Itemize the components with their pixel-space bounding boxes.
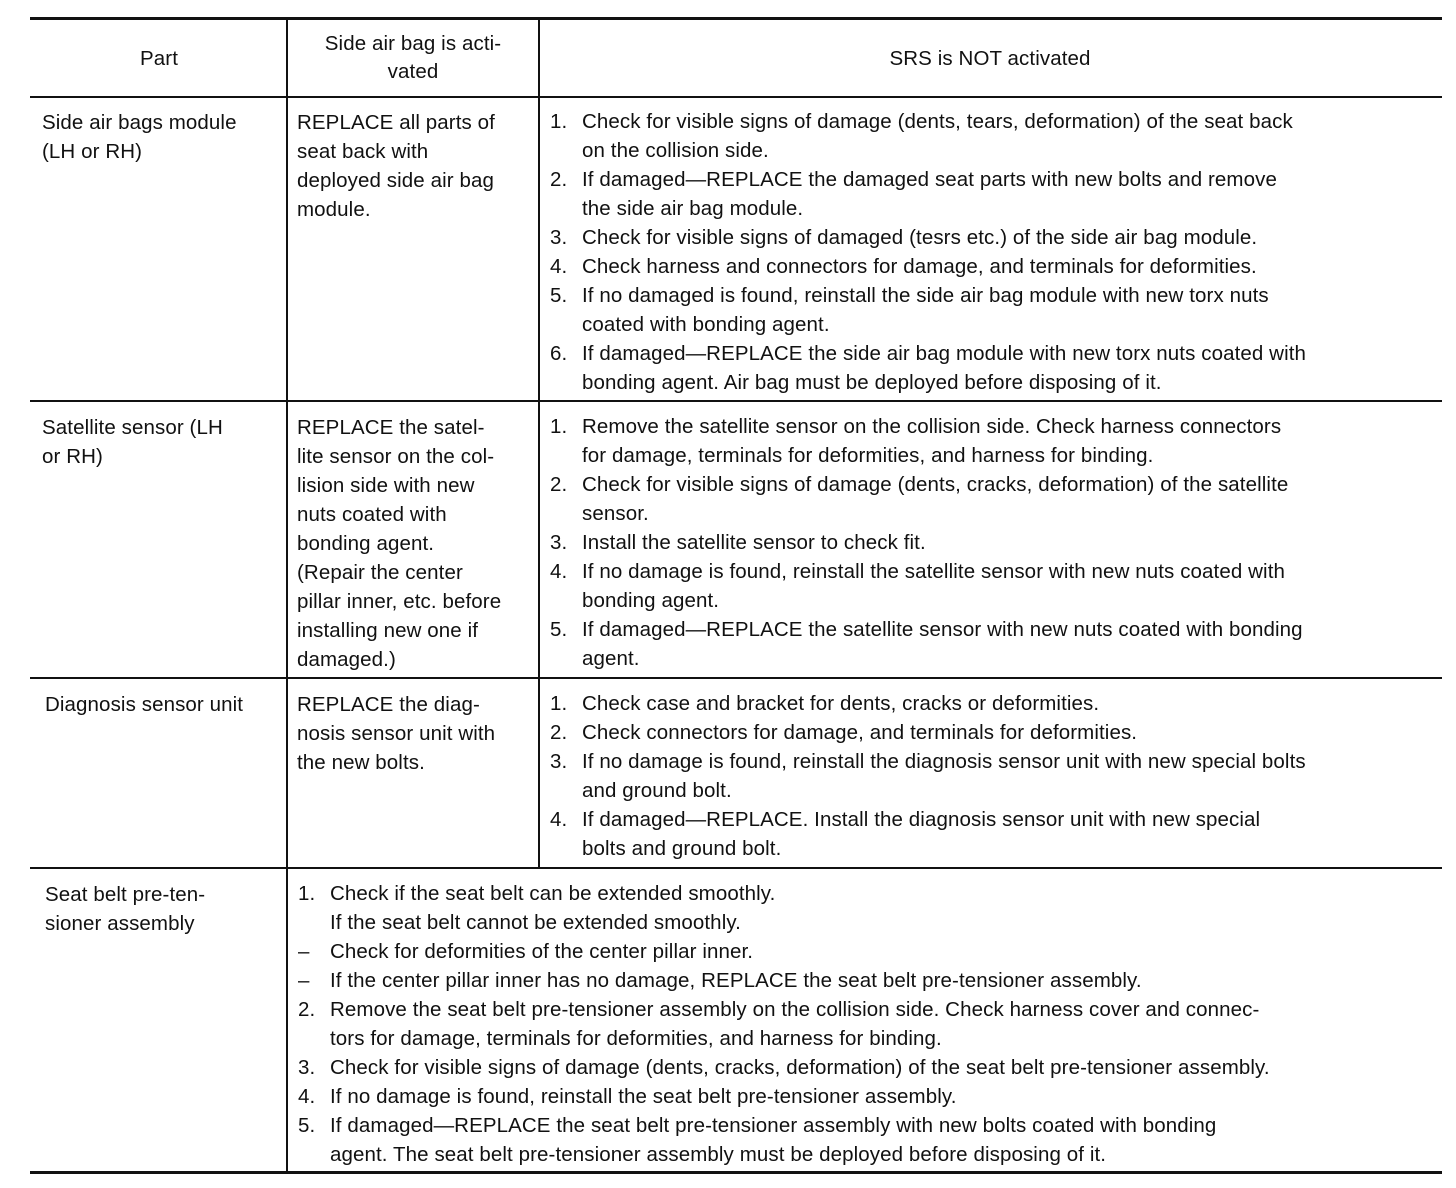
step-text: Check for deformities of the center pillar inner.	[330, 940, 754, 963]
activated-action: REPLACE the satel- lite sensor on the col- lision side with new nuts coated with bonding agent. (Repair the center pillar inner, etc. before installing new one if damaged.)	[297, 416, 502, 671]
step-text: If no damage is found, reinstall the satellite sensor with new nuts coated with bonding agent.	[582, 560, 1286, 612]
step-number: 3.	[298, 1056, 316, 1079]
step-number: 2.	[298, 998, 316, 1021]
step-item	[550, 470, 1435, 528]
step-number: 2.	[550, 168, 568, 191]
step-text: If no damaged is found, reinstall the side air bag module with new torx nuts coated with bonding agent.	[582, 284, 1269, 336]
step-text: Check for visible signs of damage (dents, cracks, deformation) of the satellite sensor.	[582, 473, 1289, 525]
row-1-activated	[297, 108, 533, 224]
step-number: 1.	[550, 415, 568, 438]
step-text: If the center pillar inner has no damage, REPLACE the seat belt pre-tensioner assembly.	[330, 969, 1142, 992]
step-number: 5.	[298, 1114, 316, 1137]
col-rule-1	[286, 19, 288, 1172]
step-item	[550, 557, 1435, 615]
step-text: If damaged—REPLACE the satellite sensor with new nuts coated with bonding agent.	[582, 618, 1303, 670]
part-name: Side air bags module (LH or RH)	[42, 111, 237, 163]
header-not-activated-text: SRS is NOT activated	[889, 46, 1091, 70]
step-number: 1.	[298, 882, 316, 905]
part-name: Seat belt pre-ten- sioner assembly	[45, 883, 206, 935]
step-number: –	[298, 969, 310, 992]
step-item	[298, 995, 1436, 1053]
step-text: Check if the seat belt can be extended smoothly. If the seat belt cannot be extended smoothly.	[330, 882, 776, 934]
step-number: 3.	[550, 226, 568, 249]
header-rule	[30, 96, 1442, 98]
step-number: 5.	[550, 618, 568, 641]
step-item	[550, 528, 1435, 557]
step-item	[298, 879, 1436, 937]
step-item	[298, 1053, 1436, 1082]
step-number: 2.	[550, 473, 568, 496]
step-item	[550, 223, 1435, 252]
step-number: 6.	[550, 342, 568, 365]
step-text: If no damage is found, reinstall the diagnosis sensor unit with new special bolts and ground bolt.	[582, 750, 1306, 802]
step-item	[550, 805, 1435, 863]
step-text: Check for visible signs of damaged (tesrs etc.) of the side air bag module.	[582, 226, 1258, 249]
row-rule-2	[30, 677, 1442, 679]
row-1-steps	[550, 107, 1435, 397]
step-number: 1.	[550, 110, 568, 133]
step-number: –	[298, 940, 310, 963]
step-item	[550, 339, 1435, 397]
activated-action: REPLACE the diag- nosis sensor unit with the new bolts.	[297, 693, 496, 774]
step-text: If damaged—REPLACE. Install the diagnosis sensor unit with new special bolts and ground bolt.	[582, 808, 1261, 860]
step-item	[298, 966, 1436, 995]
step-number: 4.	[298, 1085, 316, 1108]
step-item	[550, 107, 1435, 165]
row-2-activated	[297, 413, 533, 674]
step-text: Check harness and connectors for damage, and terminals for deformities.	[582, 255, 1257, 278]
row-1-part	[42, 108, 282, 166]
step-item	[298, 1082, 1436, 1111]
step-item	[550, 252, 1435, 281]
step-number: 4.	[550, 560, 568, 583]
step-item	[298, 1111, 1436, 1169]
header-part-text: Part	[140, 46, 178, 70]
step-text: Check case and bracket for dents, cracks or deformities.	[582, 692, 1100, 715]
step-text: If damaged—REPLACE the damaged seat parts with new bolts and remove the side air bag module.	[582, 168, 1277, 220]
step-number: 4.	[550, 808, 568, 831]
row-2-steps	[550, 412, 1435, 673]
header-part	[32, 20, 286, 96]
step-item	[550, 412, 1435, 470]
step-item	[550, 747, 1435, 805]
part-name: Diagnosis sensor unit	[45, 693, 244, 716]
header-activated	[288, 20, 538, 96]
row-2-part	[42, 413, 282, 471]
row-3-part	[45, 690, 285, 719]
step-text: Check for visible signs of damage (dents, tears, deformation) of the seat back on the collision side.	[582, 110, 1293, 162]
step-number: 1.	[550, 692, 568, 715]
step-text: Remove the seat belt pre-tensioner assembly on the collision side. Check harness cover and connec- tors for damage, terminals for deformities, and harness for binding.	[330, 998, 1260, 1050]
row-3-steps	[550, 689, 1435, 863]
activated-action: REPLACE all parts of seat back with deployed side air bag module.	[297, 111, 495, 221]
bottom-rule	[30, 1171, 1442, 1174]
step-text: Check connectors for damage, and terminals for deformities.	[582, 721, 1138, 744]
step-item	[550, 281, 1435, 339]
step-item	[550, 165, 1435, 223]
step-text: If damaged—REPLACE the seat belt pre-tensioner assembly with new bolts coated with bonding agent. The seat belt pre-tensioner assembly must be deployed before disposing of it.	[330, 1114, 1217, 1166]
step-item	[550, 718, 1435, 747]
header-activated-text: Side air bag is acti- vated	[324, 32, 502, 83]
step-text: Install the satellite sensor to check fit.	[582, 531, 926, 554]
row-4-part	[45, 880, 285, 938]
row-3-activated	[297, 690, 533, 777]
step-number: 2.	[550, 721, 568, 744]
step-item	[550, 689, 1435, 718]
step-text: If damaged—REPLACE the side air bag module with new torx nuts coated with bonding agent. Air bag must be deployed before disposing of it.	[582, 342, 1307, 394]
step-number: 3.	[550, 531, 568, 554]
step-item	[298, 937, 1436, 966]
row-rule-1	[30, 400, 1442, 402]
step-item	[550, 615, 1435, 673]
step-number: 3.	[550, 750, 568, 773]
step-number: 5.	[550, 284, 568, 307]
step-text: Remove the satellite sensor on the collision side. Check harness connectors for damage, terminals for deformities, and harness for binding.	[582, 415, 1282, 467]
step-text: Check for visible signs of damage (dents, cracks, deformation) of the seat belt pre-tensioner assembly.	[330, 1056, 1270, 1079]
part-name: Satellite sensor (LH or RH)	[42, 416, 223, 468]
header-not-activated	[540, 20, 1440, 96]
step-number: 4.	[550, 255, 568, 278]
col-rule-2	[538, 19, 540, 868]
row-rule-3	[30, 867, 1442, 869]
step-text: If no damage is found, reinstall the seat belt pre-tensioner assembly.	[330, 1085, 957, 1108]
row-4-steps	[298, 879, 1436, 1169]
